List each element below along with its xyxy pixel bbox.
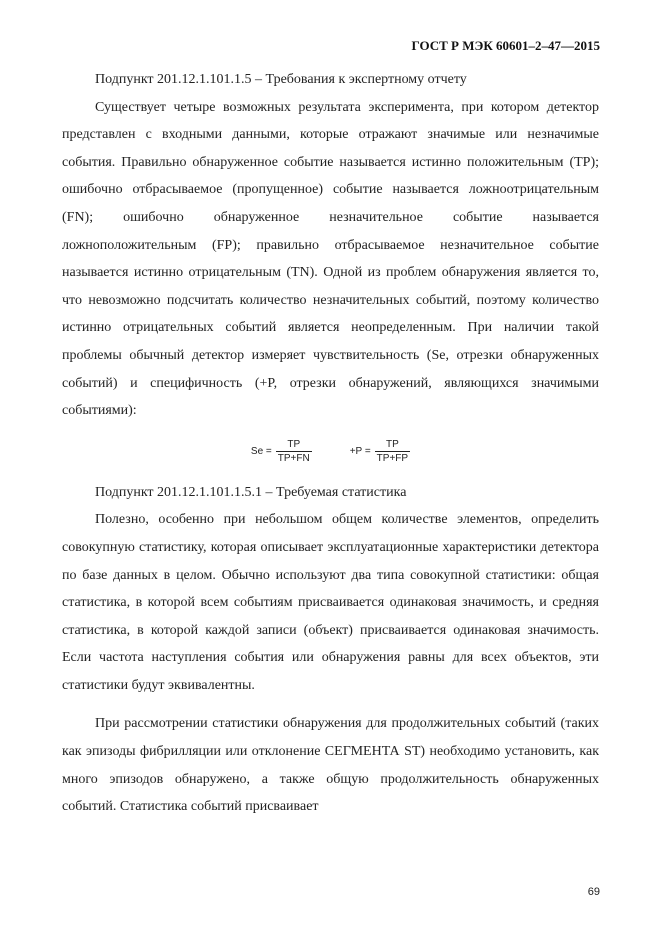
document-header: ГОСТ Р МЭК 60601–2–47—2015: [411, 38, 600, 53]
section-heading: Подпункт 201.12.1.101.1.5 – Требования к экспертному отчету: [95, 72, 467, 87]
paragraph: При рассмотрении статистики обнаружения для продолжительных событий (таких как эпизоды фибрилляции или отклонение СЕГМЕНТА ST) необходимо установить, как много эпизодов обнаружено, а также общую продолжительность обнаруженных событий. Статистика событий присваивает: [62, 716, 599, 815]
formula-positive-predictivity: [350, 439, 410, 464]
fraction-denominator: TP+FP: [376, 453, 409, 465]
fraction: [276, 439, 312, 464]
section-heading: Подпункт 201.12.1.101.1.5.1 – Требуемая статистика: [95, 484, 407, 500]
formula-lhs: +P =: [349, 446, 371, 458]
fraction-denominator: TP+FN: [277, 453, 310, 465]
fraction-numerator: TP: [385, 439, 399, 451]
fraction: [375, 439, 410, 464]
document-body: [62, 66, 599, 821]
paragraph: Полезно, особенно при небольшом общем количестве элементов, определить совокупную статистику, которая описывает эксплуатационные характеристики детектора по базе данных в целом. Обычно используют два типа совокупной статистики: общая статистика, в которой всем событиям присваивается одинаковая значимость, и средняя статистика, в которой каждой записи (объект) присваивается одинаковая значимость. Если частота наступления события или обнаружения равны для всех объектов, эти статистики будут эквивалентны.: [62, 512, 599, 693]
page-number: 69: [587, 886, 600, 898]
paragraph: Существует четыре возможных результата эксперимента, при котором детектор представлен с входными данными, которые отражают значимые или незначимые события. Правильно обнаруженное событие называется истинно положительным (TP); ошибочно отбрасываемое (пропущенное) событие называется ложноотрицательным (FN); ошибочно обнаруженное незначительное событие называется ложноположительным (FP); правильно отбрасываемое незначительное событие называется истинно отрицательным (TN). Одной из проблем обнаружения является то, что невозможно подсчитать количество незначительных событий, поэтому количество истинно отрицательных событий является неопределенным. При наличии такой проблемы обычный детектор измеряет чувствительность (Se, отрезки обнаруженных событий) и специфичность (+P, отрезки обнаружений, являющихся значимыми событиями):: [62, 99, 599, 419]
fraction-numerator: TP: [287, 439, 301, 451]
formula-lhs: Se =: [250, 446, 272, 458]
formula-sensitivity: [251, 439, 312, 464]
formula-block: [62, 425, 599, 479]
